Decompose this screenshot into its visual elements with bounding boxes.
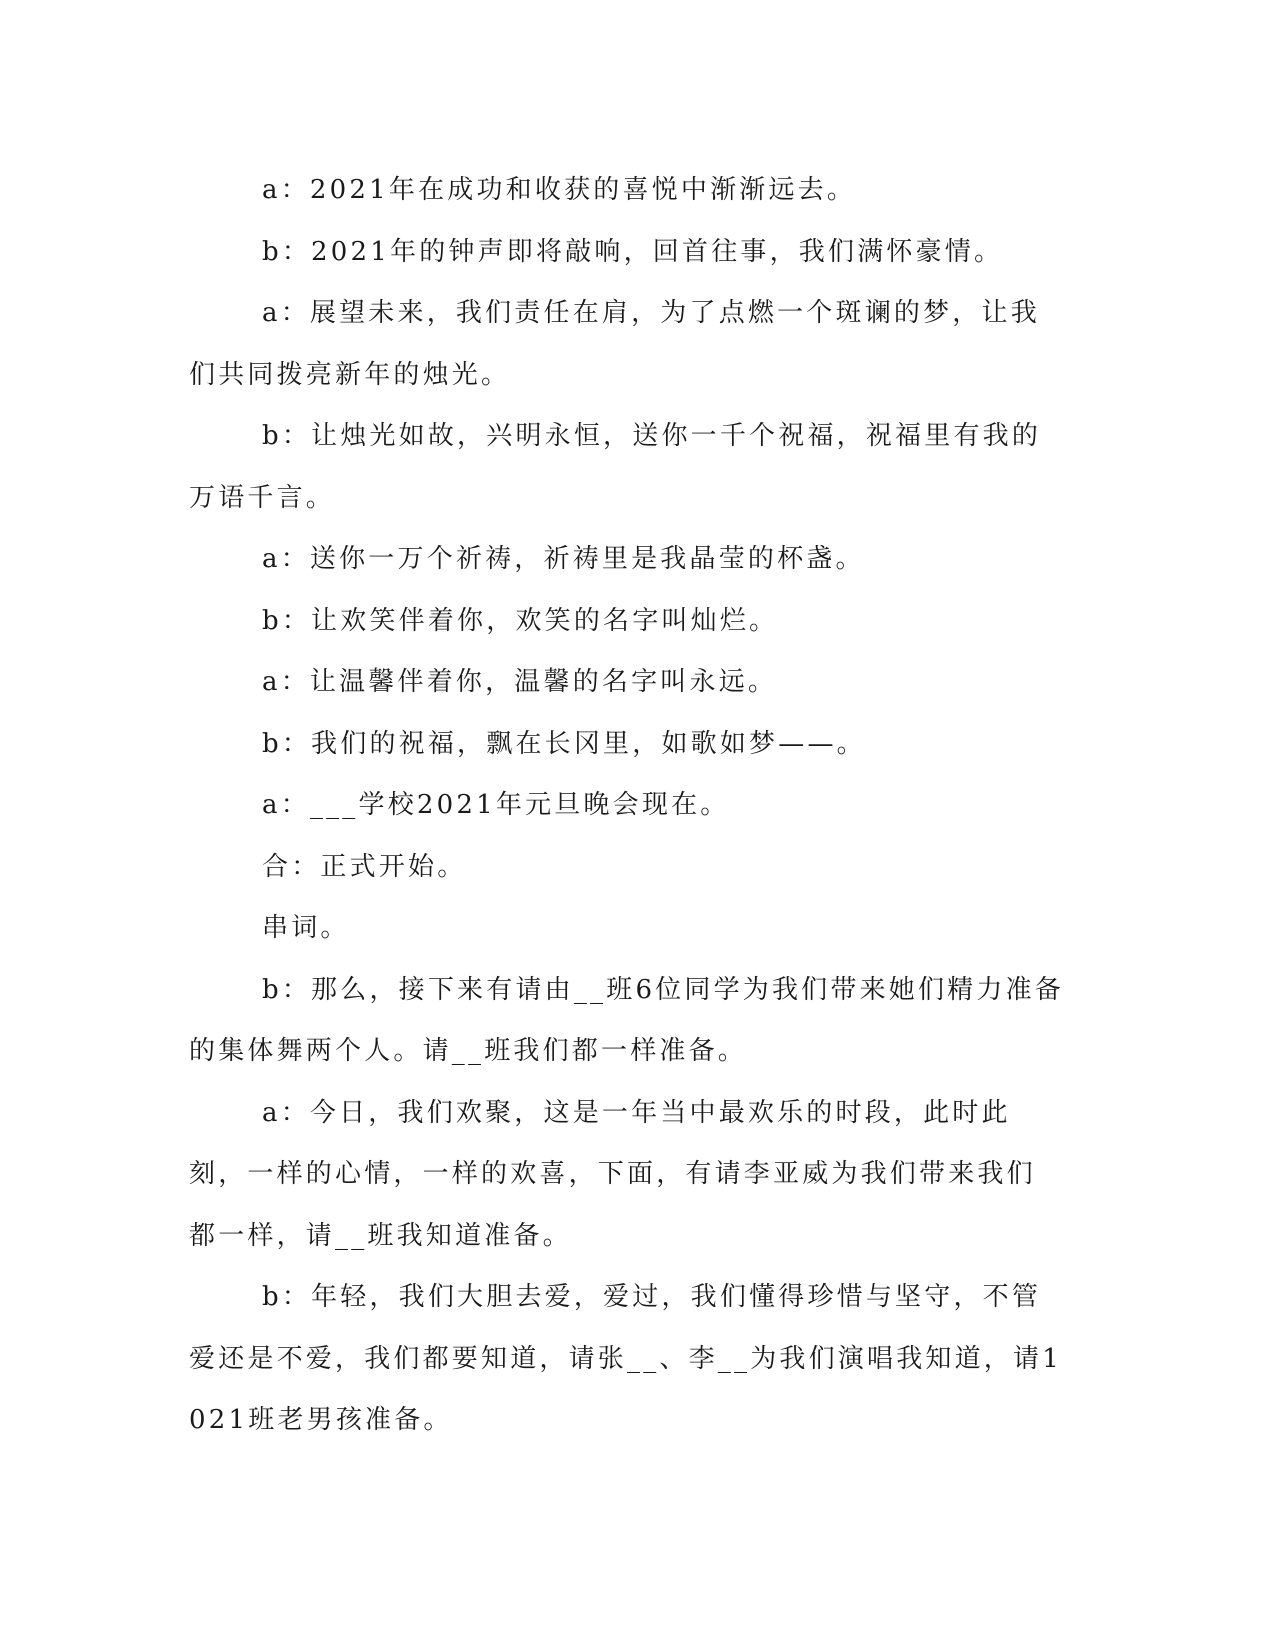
paragraph: a：2021年在成功和收获的喜悦中渐渐远去。 (262, 175, 857, 205)
paragraph: 串词。 (262, 913, 350, 943)
paragraph: b：2021年的钟声即将敲响，回首往事，我们满怀豪情。 (262, 236, 1004, 267)
paragraph: a：___学校2021年元旦晚会现在。 (262, 790, 730, 820)
paragraph: a：展望未来，我们责任在肩，为了点燃一个斑谰的梦，让我们共同拨亮新年的烛光。 (189, 298, 1040, 390)
paragraph: b：让烛光如故，兴明永恒，送你一千个祝福，祝福里有我的万语千言。 (189, 421, 1042, 513)
paragraph: 合：正式开始。 (262, 851, 467, 882)
paragraph: b：年轻，我们大胆去爱，爱过，我们懂得珍惜与坚守，不管爱还是不爱，我们都要知道，请张__、李__为我们演唱我知道，请1021班老男孩准备。 (189, 1282, 1062, 1435)
paragraph: a：今日，我们欢聚，这是一年当中最欢乐的时段，此时此刻，一样的心情，一样的欢喜，下面，有请李亚威为我们带来我们都一样，请__班我知道准备。 (189, 1097, 1036, 1251)
paragraph: b：让欢笑伴着你，欢笑的名字叫灿烂。 (262, 605, 779, 636)
paragraph: a：送你一万个祈祷，祈祷里是我晶莹的杯盏。 (262, 544, 865, 574)
paragraph: a：让温馨伴着你，温馨的名字叫永远。 (262, 667, 778, 697)
paragraph: b：我们的祝福，飘在长冈里，如歌如梦——。 (262, 728, 866, 759)
document-body (189, 160, 1064, 1452)
paragraph: b：那么，接下来有请由__班6位同学为我们带来她们精力准备的集体舞两个人。请__班我们都一样准备。 (189, 974, 1064, 1066)
